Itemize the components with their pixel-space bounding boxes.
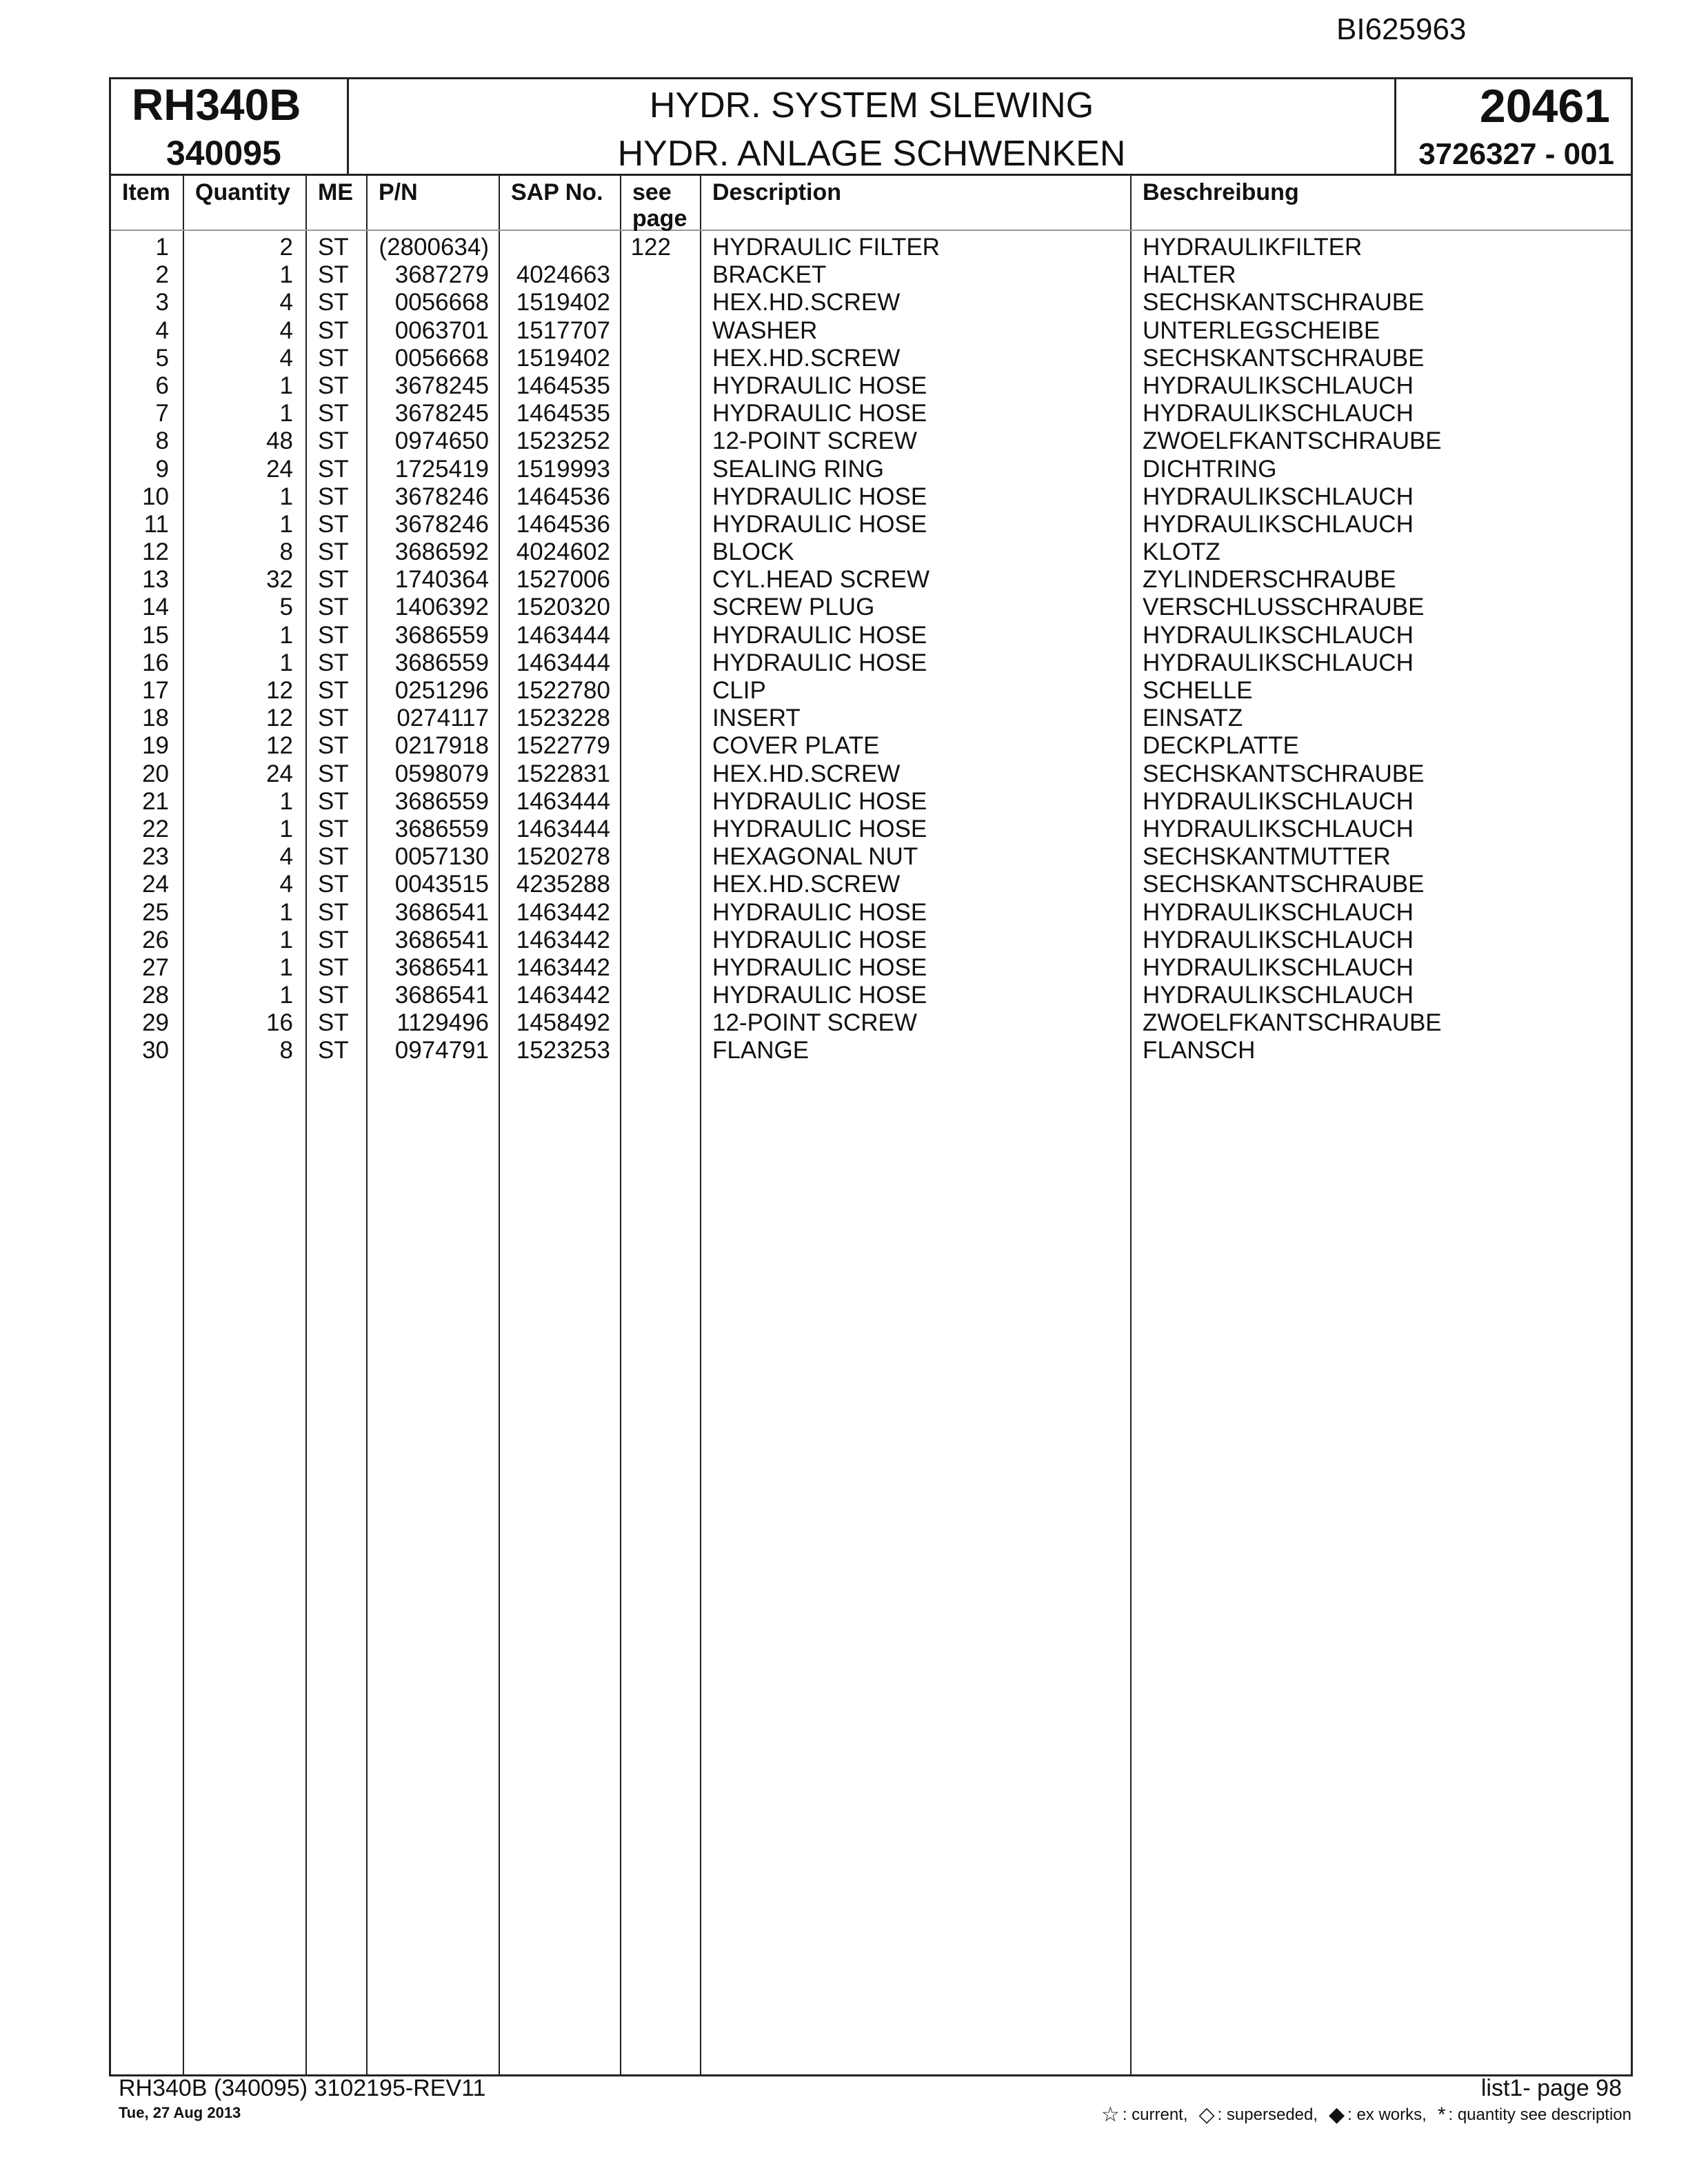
description-cell: CLIP [712,677,766,704]
item-cell: 5 [155,344,169,372]
sap-number-cell: 1463444 [516,621,610,649]
beschreibung-cell: HALTER [1143,261,1236,289]
unit-cell: ST [318,234,349,261]
part-number-cell: 0217918 [394,732,489,760]
table-row [111,982,1631,1009]
sap-number-cell: 4235288 [516,871,610,898]
see-page-cell: 122 [630,234,671,261]
unit-cell: ST [318,510,349,538]
table-row [111,843,1631,871]
sap-number-cell: 1519993 [516,455,610,483]
asterisk-icon: * [1437,2103,1446,2126]
part-number-cell: (2800634) [379,234,489,261]
description-cell: HYDRAULIC HOSE [712,510,927,538]
table-row [111,456,1631,483]
description-cell: HEXAGONAL NUT [712,843,918,871]
item-cell: 8 [155,427,169,455]
quantity-cell: 8 [279,1037,293,1064]
item-cell: 6 [155,372,169,399]
part-number-cell: 0063701 [394,316,489,344]
quantity-cell: 1 [279,898,293,926]
table-row [111,677,1631,705]
sap-number-cell: 1520278 [516,843,610,871]
description-cell: HYDRAULIC HOSE [712,926,927,953]
beschreibung-cell: ZWOELFKANTSCHRAUBE [1143,1009,1442,1037]
column-header-pn: P/N [379,179,418,205]
unit-cell: ST [318,1009,349,1037]
column-header-description: Description [712,179,842,205]
item-cell: 30 [142,1037,169,1064]
beschreibung-cell: HYDRAULIKSCHLAUCH [1143,649,1414,676]
table-row [111,566,1631,594]
quantity-cell: 4 [279,843,293,871]
unit-cell: ST [318,538,349,566]
legend-superseded [1199,2103,1318,2127]
page-header [109,77,1633,174]
description-cell: HYDRAULIC HOSE [712,400,927,427]
part-number-cell: 0056668 [394,289,489,316]
column-header-sap: SAP No. [511,179,603,205]
beschreibung-cell: HYDRAULIKSCHLAUCH [1143,621,1414,649]
beschreibung-cell: ZWOELFKANTSCHRAUBE [1143,427,1442,455]
column-header-quantity: Quantity [195,179,290,205]
item-cell: 7 [155,400,169,427]
beschreibung-cell: HYDRAULIKSCHLAUCH [1143,898,1414,926]
part-number-cell: 1129496 [396,1009,489,1037]
part-number-cell: 0043515 [394,871,489,898]
table-row [111,538,1631,566]
item-cell: 27 [142,953,169,981]
sap-number-cell: 1464535 [516,400,610,427]
footer-document-ref: RH340B (340095) 3102195-REV11 [119,2075,486,2101]
column-header-me: ME [318,179,353,205]
beschreibung-cell: DECKPLATTE [1143,732,1299,760]
quantity-cell: 5 [279,594,293,621]
beschreibung-cell: KLOTZ [1143,538,1220,566]
part-number-cell: 3686559 [394,649,489,676]
unit-cell: ST [318,898,349,926]
column-header-beschreibung: Beschreibung [1143,179,1299,205]
footer-date: Tue, 27 Aug 2013 [119,2104,241,2121]
item-cell: 3 [155,289,169,316]
quantity-cell: 4 [279,316,293,344]
unit-cell: ST [318,705,349,732]
beschreibung-cell: HYDRAULIKSCHLAUCH [1143,787,1414,815]
beschreibung-cell: HYDRAULIKSCHLAUCH [1143,982,1414,1009]
quantity-cell: 1 [279,787,293,815]
beschreibung-cell: EINSATZ [1143,705,1243,732]
table-row [111,732,1631,760]
beschreibung-cell: HYDRAULIKSCHLAUCH [1143,815,1414,842]
description-cell: BLOCK [712,538,794,566]
table-row [111,871,1631,898]
quantity-cell: 1 [279,815,293,842]
beschreibung-cell: SECHSKANTSCHRAUBE [1143,871,1425,898]
part-number-cell: 3678246 [394,483,489,510]
sap-number-cell: 1458492 [516,1009,610,1037]
item-cell: 17 [142,677,169,704]
description-cell: HYDRAULIC FILTER [712,234,940,261]
unit-cell: ST [318,594,349,621]
item-cell: 9 [155,455,169,483]
part-number-cell: 3686541 [394,926,489,953]
part-number-cell: 0274117 [396,705,489,732]
description-cell: SCREW PLUG [712,594,875,621]
sap-number-cell: 1517707 [516,316,610,344]
item-cell: 13 [142,566,169,594]
unit-cell: ST [318,732,349,760]
part-number-cell: 3686592 [394,538,489,566]
unit-cell: ST [318,760,349,787]
beschreibung-cell: HYDRAULIKSCHLAUCH [1143,372,1414,399]
description-cell: BRACKET [712,261,827,289]
description-cell: INSERT [712,705,801,732]
quantity-cell: 8 [279,538,293,566]
sap-number-cell: 1522780 [516,677,610,704]
sap-number-cell: 1519402 [516,344,610,372]
table-row [111,483,1631,511]
legend-ex-works [1329,2103,1427,2127]
quantity-cell: 1 [279,649,293,676]
sap-number-cell: 1464535 [516,372,610,399]
part-number-cell: 0974791 [394,1037,489,1064]
quantity-cell: 4 [279,289,293,316]
item-cell: 4 [155,316,169,344]
legend-superseded-label: : superseded, [1217,2105,1318,2124]
sap-number-cell: 1519402 [516,289,610,316]
unit-cell: ST [318,316,349,344]
quantity-cell: 4 [279,344,293,372]
title-german: HYDR. ANLAGE SCHWENKEN [617,134,1126,174]
beschreibung-cell: HYDRAULIKSCHLAUCH [1143,926,1414,953]
column-header-see: see [632,179,672,205]
sap-number-cell: 4024663 [516,261,610,289]
table-row [111,345,1631,372]
item-cell: 23 [142,843,169,871]
table-row [111,816,1631,843]
table-row [111,1037,1631,1064]
item-cell: 1 [155,234,169,261]
description-cell: FLANGE [712,1037,810,1064]
unit-cell: ST [318,787,349,815]
quantity-cell: 1 [279,621,293,649]
description-cell: HYDRAULIC HOSE [712,621,927,649]
item-cell: 20 [142,760,169,787]
item-cell: 29 [142,1009,169,1037]
table-row [111,622,1631,649]
table-row [111,649,1631,677]
description-cell: HYDRAULIC HOSE [712,483,927,510]
sap-number-cell: 1520320 [516,594,610,621]
quantity-cell: 32 [266,566,293,594]
beschreibung-cell: SECHSKANTSCHRAUBE [1143,344,1425,372]
description-cell: COVER PLATE [712,732,880,760]
part-number-cell: 0056668 [394,344,489,372]
part-number-cell: 0057130 [394,843,489,871]
item-cell: 14 [142,594,169,621]
legend-current [1101,2103,1188,2127]
unit-cell: ST [318,621,349,649]
part-number-cell: 0974650 [394,427,489,455]
quantity-cell: 1 [279,372,293,399]
part-number-cell: 1406392 [394,594,489,621]
document-id: BI625963 [1336,12,1467,46]
description-cell: HYDRAULIC HOSE [712,953,927,981]
unit-cell: ST [318,843,349,871]
unit-cell: ST [318,261,349,289]
table-row [111,705,1631,732]
part-number-cell: 3686559 [394,787,489,815]
description-cell: SEALING RING [712,455,884,483]
part-number-cell: 0251296 [394,677,489,704]
table-row [111,788,1631,816]
footer-page-number: list1- page 98 [1480,2075,1622,2101]
sap-number-cell: 1464536 [516,510,610,538]
description-cell: HYDRAULIC HOSE [712,898,927,926]
quantity-cell: 12 [266,705,293,732]
sap-number-cell: 4024602 [516,538,610,566]
table-row [111,1009,1631,1037]
unit-cell: ST [318,483,349,510]
item-cell: 2 [155,261,169,289]
sap-number-cell: 1463442 [516,982,610,1009]
legend-quantity-note [1438,2103,1631,2127]
sap-number-cell: 1523228 [516,705,610,732]
beschreibung-cell: SECHSKANTSCHRAUBE [1143,760,1425,787]
unit-cell: ST [318,289,349,316]
description-cell: HEX.HD.SCREW [712,344,901,372]
legend-current-label: : current, [1122,2105,1188,2124]
unit-cell: ST [318,926,349,953]
quantity-cell: 1 [279,261,293,289]
part-number-cell: 3686559 [394,621,489,649]
table-row [111,927,1631,954]
description-cell: HYDRAULIC HOSE [712,372,927,399]
beschreibung-cell: HYDRAULIKFILTER [1143,234,1363,261]
beschreibung-cell: HYDRAULIKSCHLAUCH [1143,400,1414,427]
header-rule [111,230,1631,231]
description-cell: WASHER [712,316,818,344]
unit-cell: ST [318,677,349,704]
beschreibung-cell: ZYLINDERSCHRAUBE [1143,566,1396,594]
column-header-item: Item [122,179,170,205]
description-cell: HYDRAULIC HOSE [712,649,927,676]
part-number-cell: 3678245 [394,400,489,427]
item-cell: 28 [142,982,169,1009]
unit-cell: ST [318,372,349,399]
beschreibung-cell: DICHTRING [1143,455,1277,483]
sap-number-cell: 1463442 [516,926,610,953]
table-row [111,760,1631,788]
sap-number-cell: 1522779 [516,732,610,760]
part-number-cell: 0598079 [394,760,489,787]
part-number-cell: 1740364 [394,566,489,594]
item-cell: 22 [142,815,169,842]
quantity-cell: 24 [266,455,293,483]
quantity-cell: 1 [279,982,293,1009]
table-row [111,261,1631,289]
unit-cell: ST [318,982,349,1009]
sap-number-cell: 1463444 [516,649,610,676]
quantity-cell: 12 [266,732,293,760]
legend-ex-works-label: : ex works, [1347,2105,1427,2124]
description-cell: 12-POINT SCREW [712,1009,917,1037]
unit-cell: ST [318,871,349,898]
star-outline-icon: ☆ [1101,2103,1120,2126]
legend-quantity-label: : quantity see description [1448,2105,1631,2124]
unit-cell: ST [318,344,349,372]
item-cell: 12 [142,538,169,566]
quantity-cell: 16 [266,1009,293,1037]
sap-number-cell: 1464536 [516,483,610,510]
legend [1101,2103,1631,2127]
beschreibung-cell: SCHELLE [1143,677,1253,704]
item-cell: 24 [142,871,169,898]
diamond-outline-icon: ◇ [1198,2103,1215,2126]
description-cell: HEX.HD.SCREW [712,760,901,787]
unit-cell: ST [318,1037,349,1064]
item-cell: 16 [142,649,169,676]
unit-cell: ST [318,953,349,981]
quantity-cell: 1 [279,510,293,538]
quantity-cell: 1 [279,953,293,981]
description-cell: 12-POINT SCREW [712,427,917,455]
item-cell: 15 [142,621,169,649]
quantity-cell: 1 [279,483,293,510]
title-english: HYDR. SYSTEM SLEWING [649,85,1094,125]
sap-number-cell: 1463444 [516,815,610,842]
quantity-cell: 2 [279,234,293,261]
table-row [111,594,1631,621]
beschreibung-cell: SECHSKANTSCHRAUBE [1143,289,1425,316]
column-header-page: page [632,205,687,232]
unit-cell: ST [318,566,349,594]
table-row [111,427,1631,455]
beschreibung-cell: SECHSKANTMUTTER [1143,843,1391,871]
item-cell: 19 [142,732,169,760]
quantity-cell: 1 [279,400,293,427]
item-cell: 18 [142,705,169,732]
diamond-filled-icon: ◆ [1329,2103,1345,2126]
item-cell: 26 [142,926,169,953]
group-box [1394,79,1631,174]
table-row [111,234,1631,261]
quantity-cell: 1 [279,926,293,953]
unit-cell: ST [318,455,349,483]
sap-number-cell: 1463442 [516,953,610,981]
description-cell: HYDRAULIC HOSE [712,815,927,842]
unit-cell: ST [318,427,349,455]
model-number: 340095 [166,134,281,172]
unit-cell: ST [318,649,349,676]
item-cell: 10 [142,483,169,510]
sap-number-cell: 1523253 [516,1037,610,1064]
model-name: RH340B [132,80,301,130]
quantity-cell: 4 [279,871,293,898]
part-number-cell: 3678246 [394,510,489,538]
item-cell: 11 [143,510,169,538]
table-row [111,899,1631,927]
table-row [111,289,1631,316]
table-row [111,317,1631,345]
part-number-cell: 3678245 [394,372,489,399]
quantity-cell: 24 [266,760,293,787]
table-row [111,400,1631,427]
item-cell: 21 [142,787,169,815]
sap-number-cell: 1527006 [516,566,610,594]
unit-cell: ST [318,400,349,427]
quantity-cell: 12 [266,677,293,704]
parts-table [109,174,1633,2076]
part-number-cell: 3686541 [394,898,489,926]
sap-number-cell: 1522831 [516,760,610,787]
description-cell: HEX.HD.SCREW [712,871,901,898]
beschreibung-cell: HYDRAULIKSCHLAUCH [1143,510,1414,538]
part-number-cell: 3687279 [394,261,489,289]
sap-number-cell: 1463442 [516,898,610,926]
table-row [111,372,1631,400]
beschreibung-cell: FLANSCH [1143,1037,1256,1064]
part-number-cell: 3686541 [394,982,489,1009]
table-row [111,954,1631,982]
item-cell: 25 [142,898,169,926]
beschreibung-cell: UNTERLEGSCHEIBE [1143,316,1380,344]
part-number-cell: 1725419 [394,455,489,483]
description-cell: HEX.HD.SCREW [712,289,901,316]
description-cell: HYDRAULIC HOSE [712,787,927,815]
group-number: 20461 [1479,80,1610,132]
description-cell: CYL.HEAD SCREW [712,566,930,594]
model-box [111,79,349,174]
beschreibung-cell: HYDRAULIKSCHLAUCH [1143,953,1414,981]
quantity-cell: 48 [266,427,293,455]
table-body [111,234,1631,1065]
table-row [111,511,1631,538]
part-number-cell: 3686541 [394,953,489,981]
description-cell: HYDRAULIC HOSE [712,982,927,1009]
sap-number-cell: 1463444 [516,787,610,815]
unit-cell: ST [318,815,349,842]
part-number-cell: 3686559 [394,815,489,842]
beschreibung-cell: HYDRAULIKSCHLAUCH [1143,483,1414,510]
beschreibung-cell: VERSCHLUSSCHRAUBE [1143,594,1425,621]
title-box [347,79,1396,174]
sap-number-cell: 1523252 [516,427,610,455]
group-reference: 3726327 - 001 [1418,137,1614,171]
